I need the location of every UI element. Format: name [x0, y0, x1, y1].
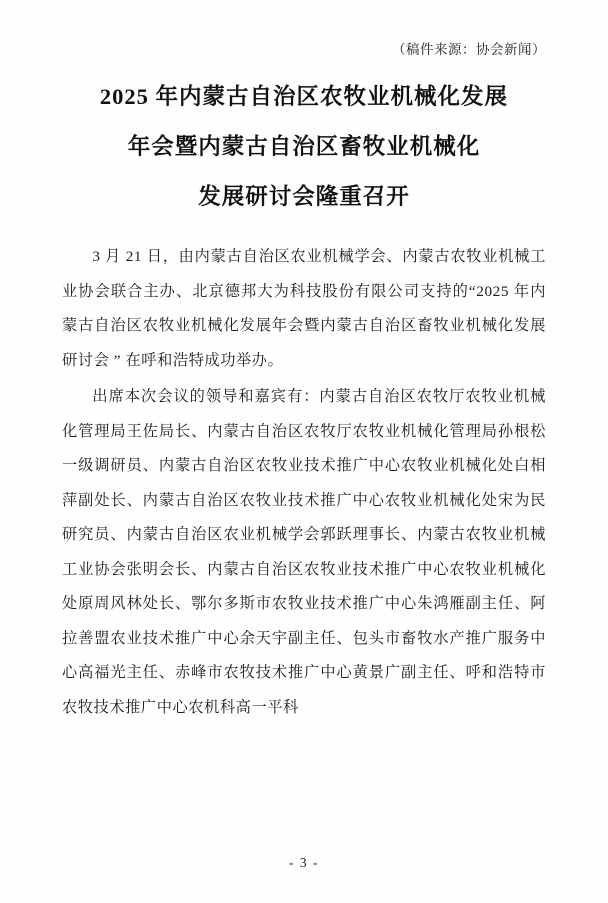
title-line-3: 发展研讨会隆重召开	[198, 184, 410, 209]
paragraph: 出席本次会议的领导和嘉宾有：内蒙古自治区农牧厅农牧业机械化管理局王佐局长、内蒙古自治区农牧厅农牧业机械化管理局孙根松一级调研员、内蒙古自治区农牧业技术推广中心农牧业机械化处白相萍副处长、内蒙古自治区农牧业技术推广中心农牧业机械化处宋为民研究员、内蒙古自治区农业机械学会郭跃理事长、内蒙古农牧业机械工业协会张明会长、内蒙古自治区农牧业技术推广中心农牧业机械化处原周风林处长、鄂尔多斯市农牧业技术推广中心朱鸿雁副主任、阿拉善盟农业技术推广中心余天宇副主任、包头市畜牧水产推广服务中心高福光主任、赤峰市农牧技术推广中心黄景广副主任、呼和浩特市农牧技术推广中心农机科高一平科	[62, 388, 546, 716]
paragraph: 3 月 21 日，由内蒙古自治区农业机械学会、内蒙古农牧业机械工业协会联合主办、北京德邦大为科技股份有限公司支持的“2025 年内蒙古自治区农牧业机械化发展年会暨内蒙古自治区畜牧业机械化发展研讨会 ” 在呼和浩特成功举办。	[62, 248, 546, 369]
title-line-2: 年会暨内蒙古自治区畜牧业机械化	[127, 134, 481, 159]
title-line-1: 2025 年内蒙古自治区农牧业机械化发展	[99, 84, 509, 109]
source-note: （稿件来源：协会新闻）	[392, 42, 546, 57]
page-number: - 3 -	[289, 855, 319, 870]
document-body	[62, 240, 546, 725]
page-title	[62, 72, 546, 222]
